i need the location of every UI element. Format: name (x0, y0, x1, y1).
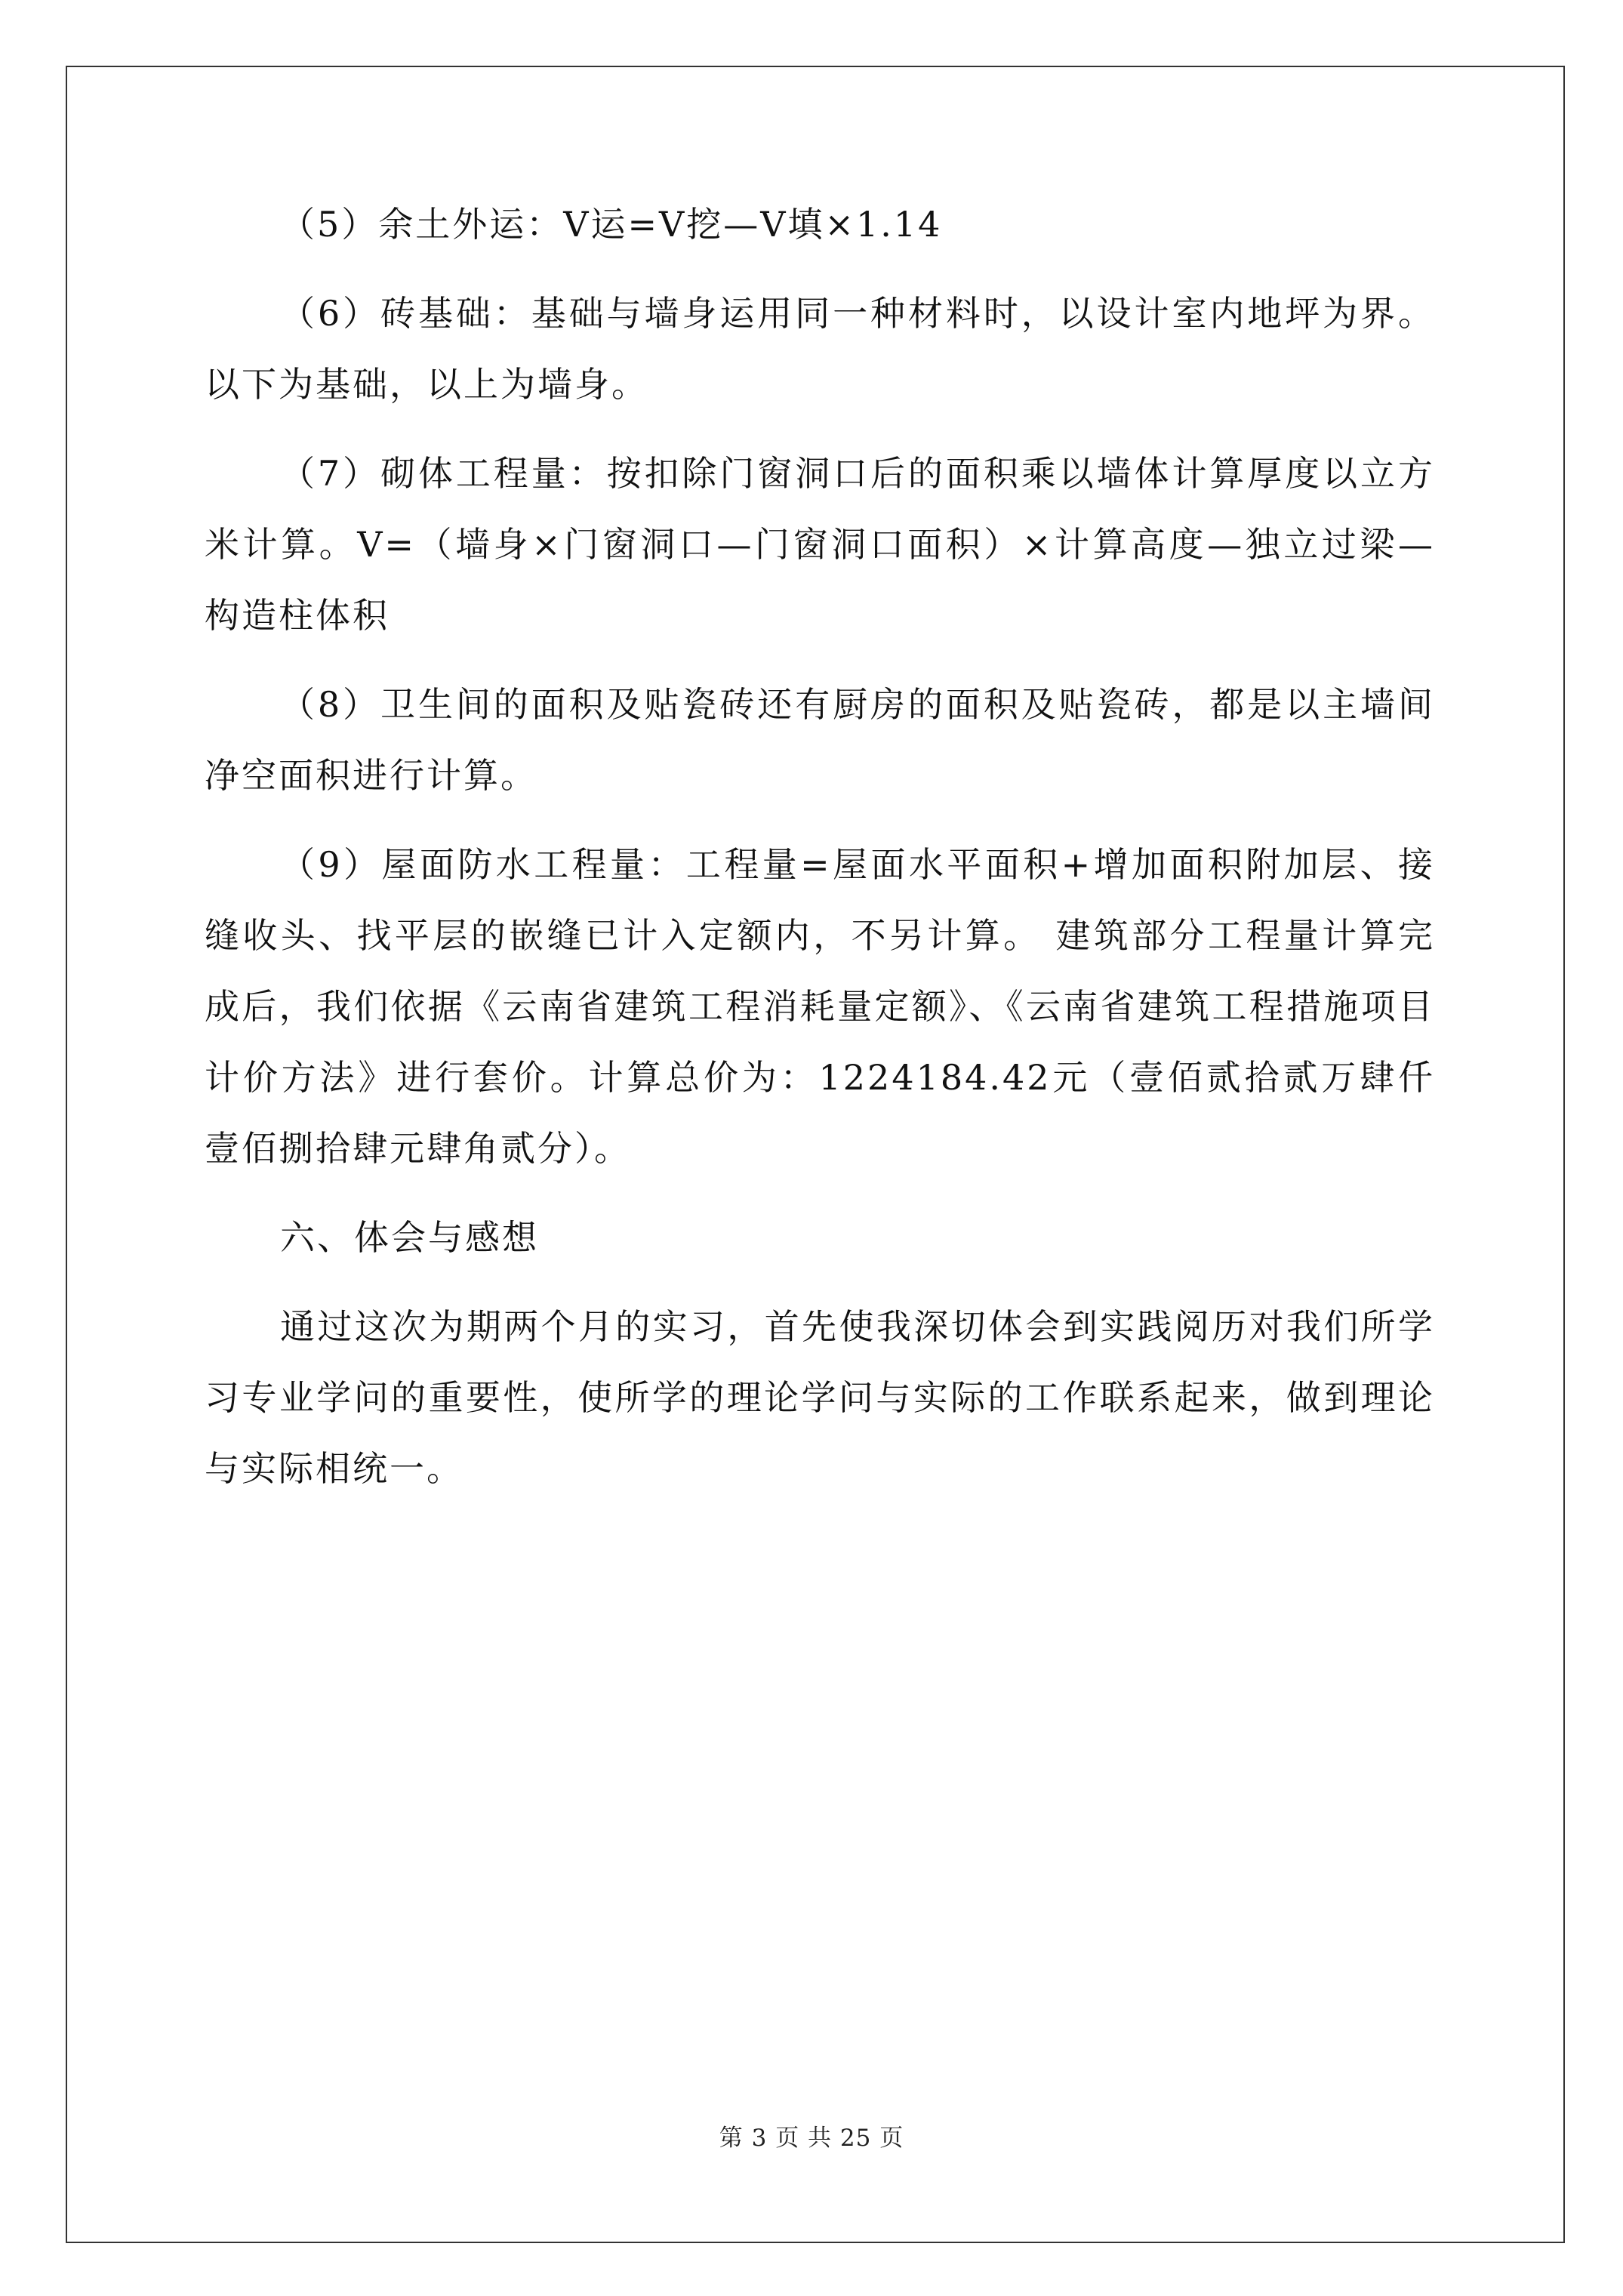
paragraph-brick-foundation: （6）砖基础：基础与墙身运用同一种材料时，以设计室内地坪为界。以下为基础，以上为墙身。 (205, 293, 1435, 405)
section-heading-reflections: 六、体会与感想 (280, 1217, 539, 1258)
paragraph-roof-waterproofing: （9）屋面防水工程量：工程量=屋面水平面积+增加面积附加层、接缝收头、找平层的嵌缝已计入定额内，不另计算。 建筑部分工程量计算完成后，我们依据《云南省建筑工程消耗量定额》、《云南省建筑工程措施项目计价方法》进行套价。计算总价为：1224184.42元（壹佰贰拾贰万肆仟壹佰捌拾肆元肆角贰分）。 (205, 844, 1435, 1169)
paragraph-masonry-volume: （7）砌体工程量：按扣除门窗洞口后的面积乘以墙体计算厚度以立方米计算。V=（墙身×门窗洞口—门窗洞口面积）×计算高度—独立过梁—构造柱体积 (205, 453, 1435, 636)
paragraph-bathroom-kitchen-area: （8）卫生间的面积及贴瓷砖还有厨房的面积及贴瓷砖，都是以主墙间净空面积进行计算。 (205, 684, 1435, 796)
paragraph-internship-reflection: 通过这次为期两个月的实习，首先使我深切体会到实践阅历对我们所学习专业学问的重要性，使所学的理论学问与实际的工作联系起来，做到理论与实际相统一。 (205, 1306, 1435, 1489)
paragraph-earth-transport: （5）余土外运：V运=V挖—V填×1.14 (280, 204, 943, 245)
page-number-footer: 第 3 页 共 25 页 (719, 2125, 904, 2152)
document-body (205, 189, 1435, 1522)
